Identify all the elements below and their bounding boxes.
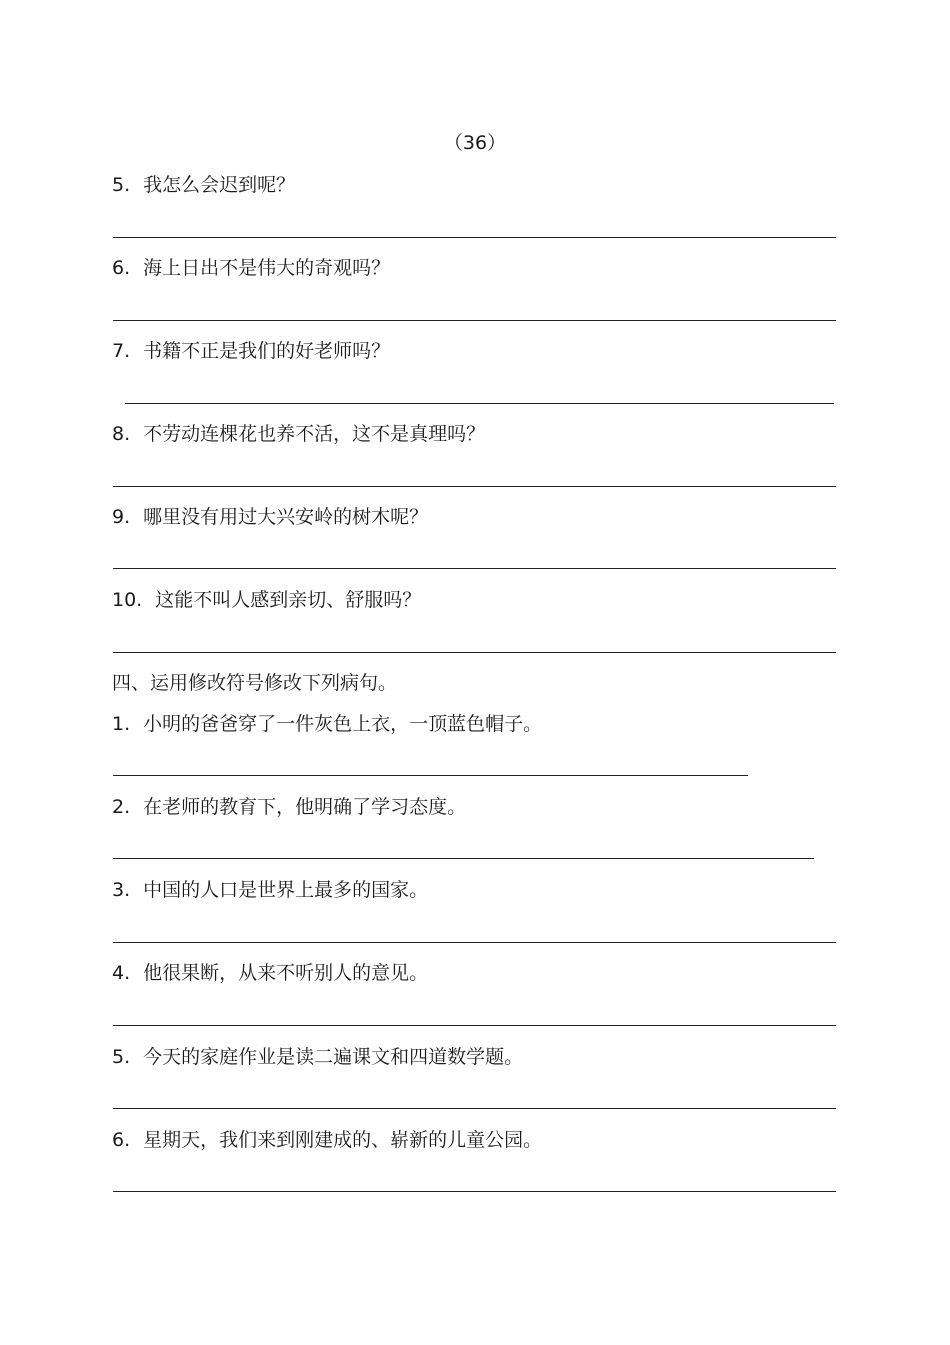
answer-line[interactable]	[113, 942, 836, 943]
sentence-item	[112, 878, 428, 902]
question-item	[112, 173, 295, 197]
sentence-text: 在老师的教育下，他明确了学习态度。	[143, 796, 467, 818]
question-item	[112, 588, 421, 612]
question-item	[112, 339, 390, 363]
sentence-number: 3.	[112, 879, 131, 901]
sentence-text: 星期天，我们来到刚建成的、崭新的儿童公园。	[143, 1129, 543, 1151]
question-number: 6.	[112, 257, 131, 279]
sentence-number: 1.	[112, 713, 131, 735]
answer-line[interactable]	[113, 652, 836, 653]
page-number: （36）	[443, 132, 507, 154]
sentence-text: 今天的家庭作业是读二遍课文和四道数学题。	[143, 1046, 524, 1068]
answer-line[interactable]	[113, 858, 814, 859]
question-number: 5.	[112, 174, 131, 196]
question-text: 不劳动连棵花也养不活，这不是真理吗？	[143, 423, 486, 445]
section-heading: 四、运用修改符号修改下列病句。	[112, 672, 398, 694]
answer-line[interactable]	[113, 775, 748, 776]
answer-line[interactable]	[113, 1191, 836, 1192]
answer-line[interactable]	[113, 1025, 836, 1026]
sentence-item	[112, 961, 428, 985]
question-item	[112, 256, 390, 280]
answer-line[interactable]	[125, 403, 834, 404]
answer-line[interactable]	[113, 237, 836, 238]
sentence-text: 他很果断，从来不听别人的意见。	[143, 962, 429, 984]
sentence-item	[112, 1045, 523, 1069]
answer-line[interactable]	[113, 486, 836, 487]
sentence-text: 小明的爸爸穿了一件灰色上衣，一顶蓝色帽子。	[143, 713, 543, 735]
sentence-item	[112, 712, 542, 736]
answer-line[interactable]	[113, 568, 836, 569]
sentence-item	[112, 795, 466, 819]
question-text: 这能不叫人感到亲切、舒服吗？	[155, 589, 422, 611]
answer-line[interactable]	[113, 1108, 836, 1109]
question-item	[112, 505, 428, 529]
question-number: 8.	[112, 423, 131, 445]
question-text: 哪里没有用过大兴安岭的树木呢？	[143, 506, 429, 528]
question-text: 海上日出不是伟大的奇观吗？	[143, 257, 391, 279]
sentence-text: 中国的人口是世界上最多的国家。	[143, 879, 429, 901]
sentence-number: 4.	[112, 962, 131, 984]
question-item	[112, 422, 485, 446]
answer-line[interactable]	[113, 320, 836, 321]
sentence-item	[112, 1128, 542, 1152]
question-text: 书籍不正是我们的好老师吗？	[143, 340, 391, 362]
question-number: 9.	[112, 506, 131, 528]
question-number: 7.	[112, 340, 131, 362]
sentence-number: 6.	[112, 1129, 131, 1151]
question-text: 我怎么会迟到呢？	[143, 174, 296, 196]
question-number: 10.	[112, 589, 143, 611]
sentence-number: 5.	[112, 1046, 131, 1068]
sentence-number: 2.	[112, 796, 131, 818]
